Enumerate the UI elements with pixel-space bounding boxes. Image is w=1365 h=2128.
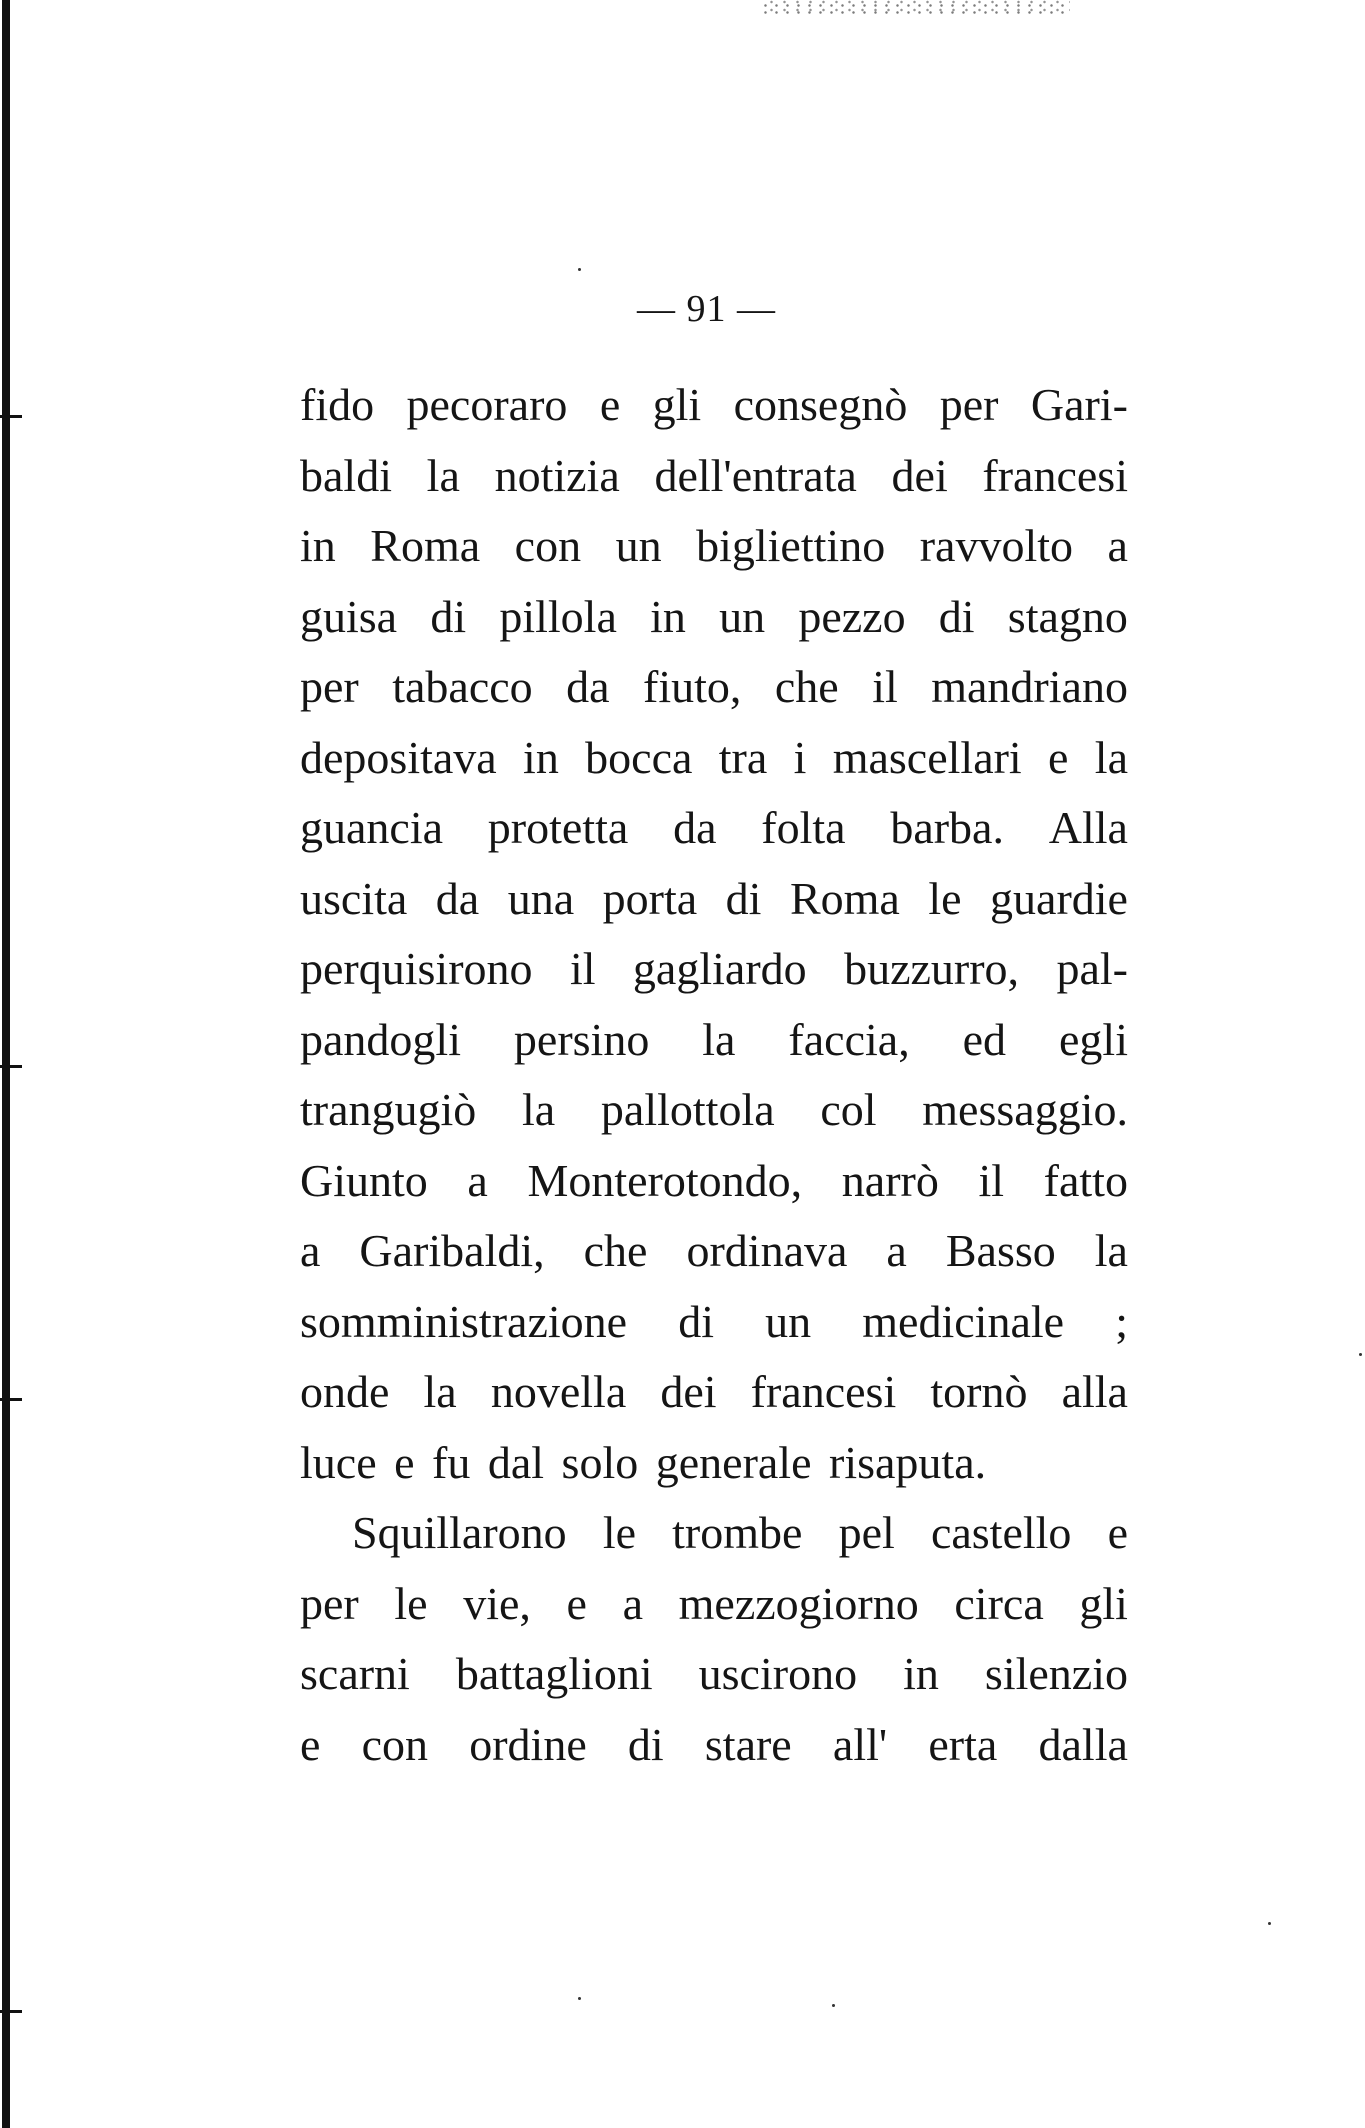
scan-speck: [578, 268, 581, 271]
word: uscita: [300, 872, 408, 924]
word: con: [361, 1718, 429, 1770]
word: bocca: [585, 731, 693, 783]
word: trangugiò: [300, 1084, 477, 1135]
word: mezzogiorno: [678, 1577, 919, 1629]
text-line: [300, 441, 1128, 512]
word: dalla: [1038, 1718, 1128, 1770]
word: vie,: [463, 1577, 531, 1629]
word: persino: [513, 1013, 650, 1065]
word: a: [1107, 520, 1128, 571]
word: con: [514, 520, 582, 571]
word: il: [569, 943, 596, 994]
text-line: [300, 723, 1128, 794]
word: gli: [652, 379, 702, 430]
word: in: [903, 1648, 939, 1699]
body-text: [300, 370, 1128, 1780]
word: in: [523, 731, 559, 783]
word: un: [615, 520, 662, 571]
word: dei: [660, 1366, 717, 1417]
text-line: [300, 370, 1128, 441]
word: novella: [490, 1366, 627, 1417]
word: baldi: [300, 449, 392, 501]
scan-speck: [1268, 1922, 1271, 1925]
word: perquisirono: [300, 943, 533, 994]
word: Monterotondo,: [527, 1154, 803, 1206]
word: le: [928, 872, 962, 924]
word: stagno: [1007, 590, 1128, 642]
binding-mark: [0, 415, 22, 418]
word: alla: [1061, 1366, 1128, 1417]
word: Roma: [789, 872, 900, 924]
word: barba.: [890, 802, 1004, 853]
word: e: [300, 1718, 321, 1770]
word: di: [430, 590, 467, 642]
word: mascellari: [832, 731, 1022, 783]
word: medicinale: [862, 1295, 1065, 1347]
text-line: [300, 1569, 1128, 1640]
text-line: [300, 793, 1128, 864]
text-line: [300, 1639, 1128, 1710]
word: la: [426, 449, 460, 501]
word: gagliardo: [632, 943, 807, 994]
word: battaglioni: [455, 1648, 653, 1699]
word: per: [300, 661, 359, 712]
word: un: [765, 1295, 812, 1347]
word: buzzurro,: [844, 943, 1020, 994]
word: per: [300, 1577, 359, 1629]
word: mandriano: [931, 661, 1128, 712]
text-line: [300, 864, 1128, 935]
word: un: [719, 590, 766, 642]
word: e: [1107, 1507, 1128, 1558]
word: Garibaldi,: [359, 1225, 545, 1276]
text-line: [300, 582, 1128, 653]
word: faccia,: [788, 1013, 910, 1065]
scan-speck: [578, 1997, 581, 2000]
word: la: [423, 1366, 457, 1417]
word: circa: [954, 1577, 1044, 1629]
word: somministrazione: [300, 1295, 628, 1347]
word: pallottola: [600, 1084, 775, 1135]
word: a: [622, 1577, 643, 1629]
word: ;: [1115, 1295, 1128, 1347]
text-line: [300, 934, 1128, 1005]
scan-speck: [1359, 1353, 1362, 1356]
word: e: [1048, 731, 1069, 783]
word: consegnò: [733, 379, 908, 430]
binding-mark: [0, 1065, 22, 1068]
word: tornò: [930, 1366, 1028, 1417]
word: stare: [704, 1718, 792, 1770]
word: pillola: [499, 590, 617, 642]
word: dell'entrata: [654, 449, 857, 501]
text-line: [300, 1287, 1128, 1358]
word: onde: [300, 1366, 390, 1417]
word: porta: [602, 872, 698, 924]
word: i: [793, 731, 807, 783]
word: francesi: [982, 449, 1128, 501]
word: a: [886, 1225, 907, 1276]
word: gli: [1079, 1577, 1128, 1629]
word: il: [978, 1154, 1005, 1206]
scan-speck: [832, 2004, 835, 2007]
word: e: [599, 379, 621, 430]
text-line: [300, 511, 1128, 582]
page-number: — 91 —: [637, 288, 776, 330]
word: egli: [1059, 1013, 1128, 1065]
word: la: [1094, 731, 1128, 783]
word: ed: [962, 1013, 1007, 1065]
word: pal-: [1056, 943, 1128, 994]
word: ordine: [469, 1718, 587, 1770]
word: per: [939, 379, 999, 430]
word: fiuto,: [643, 661, 742, 712]
word: col: [820, 1084, 877, 1135]
word: all': [832, 1718, 888, 1770]
word: guancia: [300, 802, 444, 853]
word: a: [467, 1154, 488, 1206]
word: pecoraro: [406, 379, 568, 430]
word: bigliettino: [696, 520, 886, 571]
word: depositava: [300, 731, 497, 783]
word: ordinava: [686, 1225, 848, 1276]
scan-noise: [760, 0, 1070, 14]
word: trombe: [672, 1507, 803, 1558]
word: e: [566, 1577, 587, 1629]
word: le: [602, 1507, 637, 1558]
text-line: [300, 1216, 1128, 1287]
binding-mark: [0, 1398, 22, 1401]
word: in: [300, 520, 336, 571]
text-line: luce e fu dal solo generale risaputa.: [300, 1436, 987, 1488]
word: francesi: [750, 1366, 897, 1417]
word: le: [394, 1577, 428, 1629]
text-line: [300, 1710, 1128, 1781]
word: folta: [761, 802, 846, 853]
text-line: [300, 1075, 1128, 1146]
word: Basso: [945, 1225, 1056, 1276]
word: silenzio: [984, 1648, 1128, 1699]
text-line: [300, 1005, 1128, 1076]
word: la: [522, 1084, 556, 1135]
word: che: [774, 661, 839, 712]
word: di: [725, 872, 762, 924]
word: pandogli: [300, 1013, 461, 1065]
word: fatto: [1043, 1154, 1128, 1206]
word: castello: [930, 1507, 1072, 1558]
word: tra: [718, 731, 768, 783]
text-line: [300, 652, 1128, 723]
word: da: [673, 802, 717, 853]
word: pezzo: [798, 590, 906, 642]
word: uscirono: [698, 1648, 858, 1699]
text-line: [300, 1498, 1128, 1569]
word: di: [678, 1295, 714, 1347]
word: ravvolto: [919, 520, 1073, 571]
word: Giunto: [300, 1154, 428, 1206]
word: da: [566, 661, 610, 712]
word: che: [583, 1225, 648, 1276]
word: protetta: [487, 802, 629, 853]
word: una: [507, 872, 575, 924]
word: guisa: [300, 590, 398, 642]
word: dei: [891, 449, 948, 501]
word: notizia: [494, 449, 620, 501]
text-line: [300, 1357, 1128, 1428]
word: erta: [928, 1718, 998, 1770]
word: il: [872, 661, 898, 712]
word: la: [702, 1013, 736, 1065]
word: Roma: [370, 520, 481, 571]
word: di: [938, 590, 975, 642]
text-line: [300, 1146, 1128, 1217]
word: fido: [300, 379, 375, 430]
word: messaggio.: [922, 1084, 1128, 1135]
word: di: [627, 1718, 664, 1770]
word: Alla: [1048, 802, 1128, 853]
word: Squillarono: [352, 1507, 567, 1558]
word: a: [300, 1225, 321, 1276]
word: pel: [838, 1507, 895, 1558]
word: la: [1094, 1225, 1128, 1276]
word: tabacco: [392, 661, 533, 712]
word: narrò: [841, 1154, 939, 1206]
word: guardie: [990, 872, 1128, 924]
word: Gari-: [1030, 379, 1128, 430]
word: scarni: [300, 1648, 410, 1699]
word: in: [650, 590, 686, 642]
binding-mark: [0, 2010, 22, 2013]
word: da: [435, 872, 480, 924]
